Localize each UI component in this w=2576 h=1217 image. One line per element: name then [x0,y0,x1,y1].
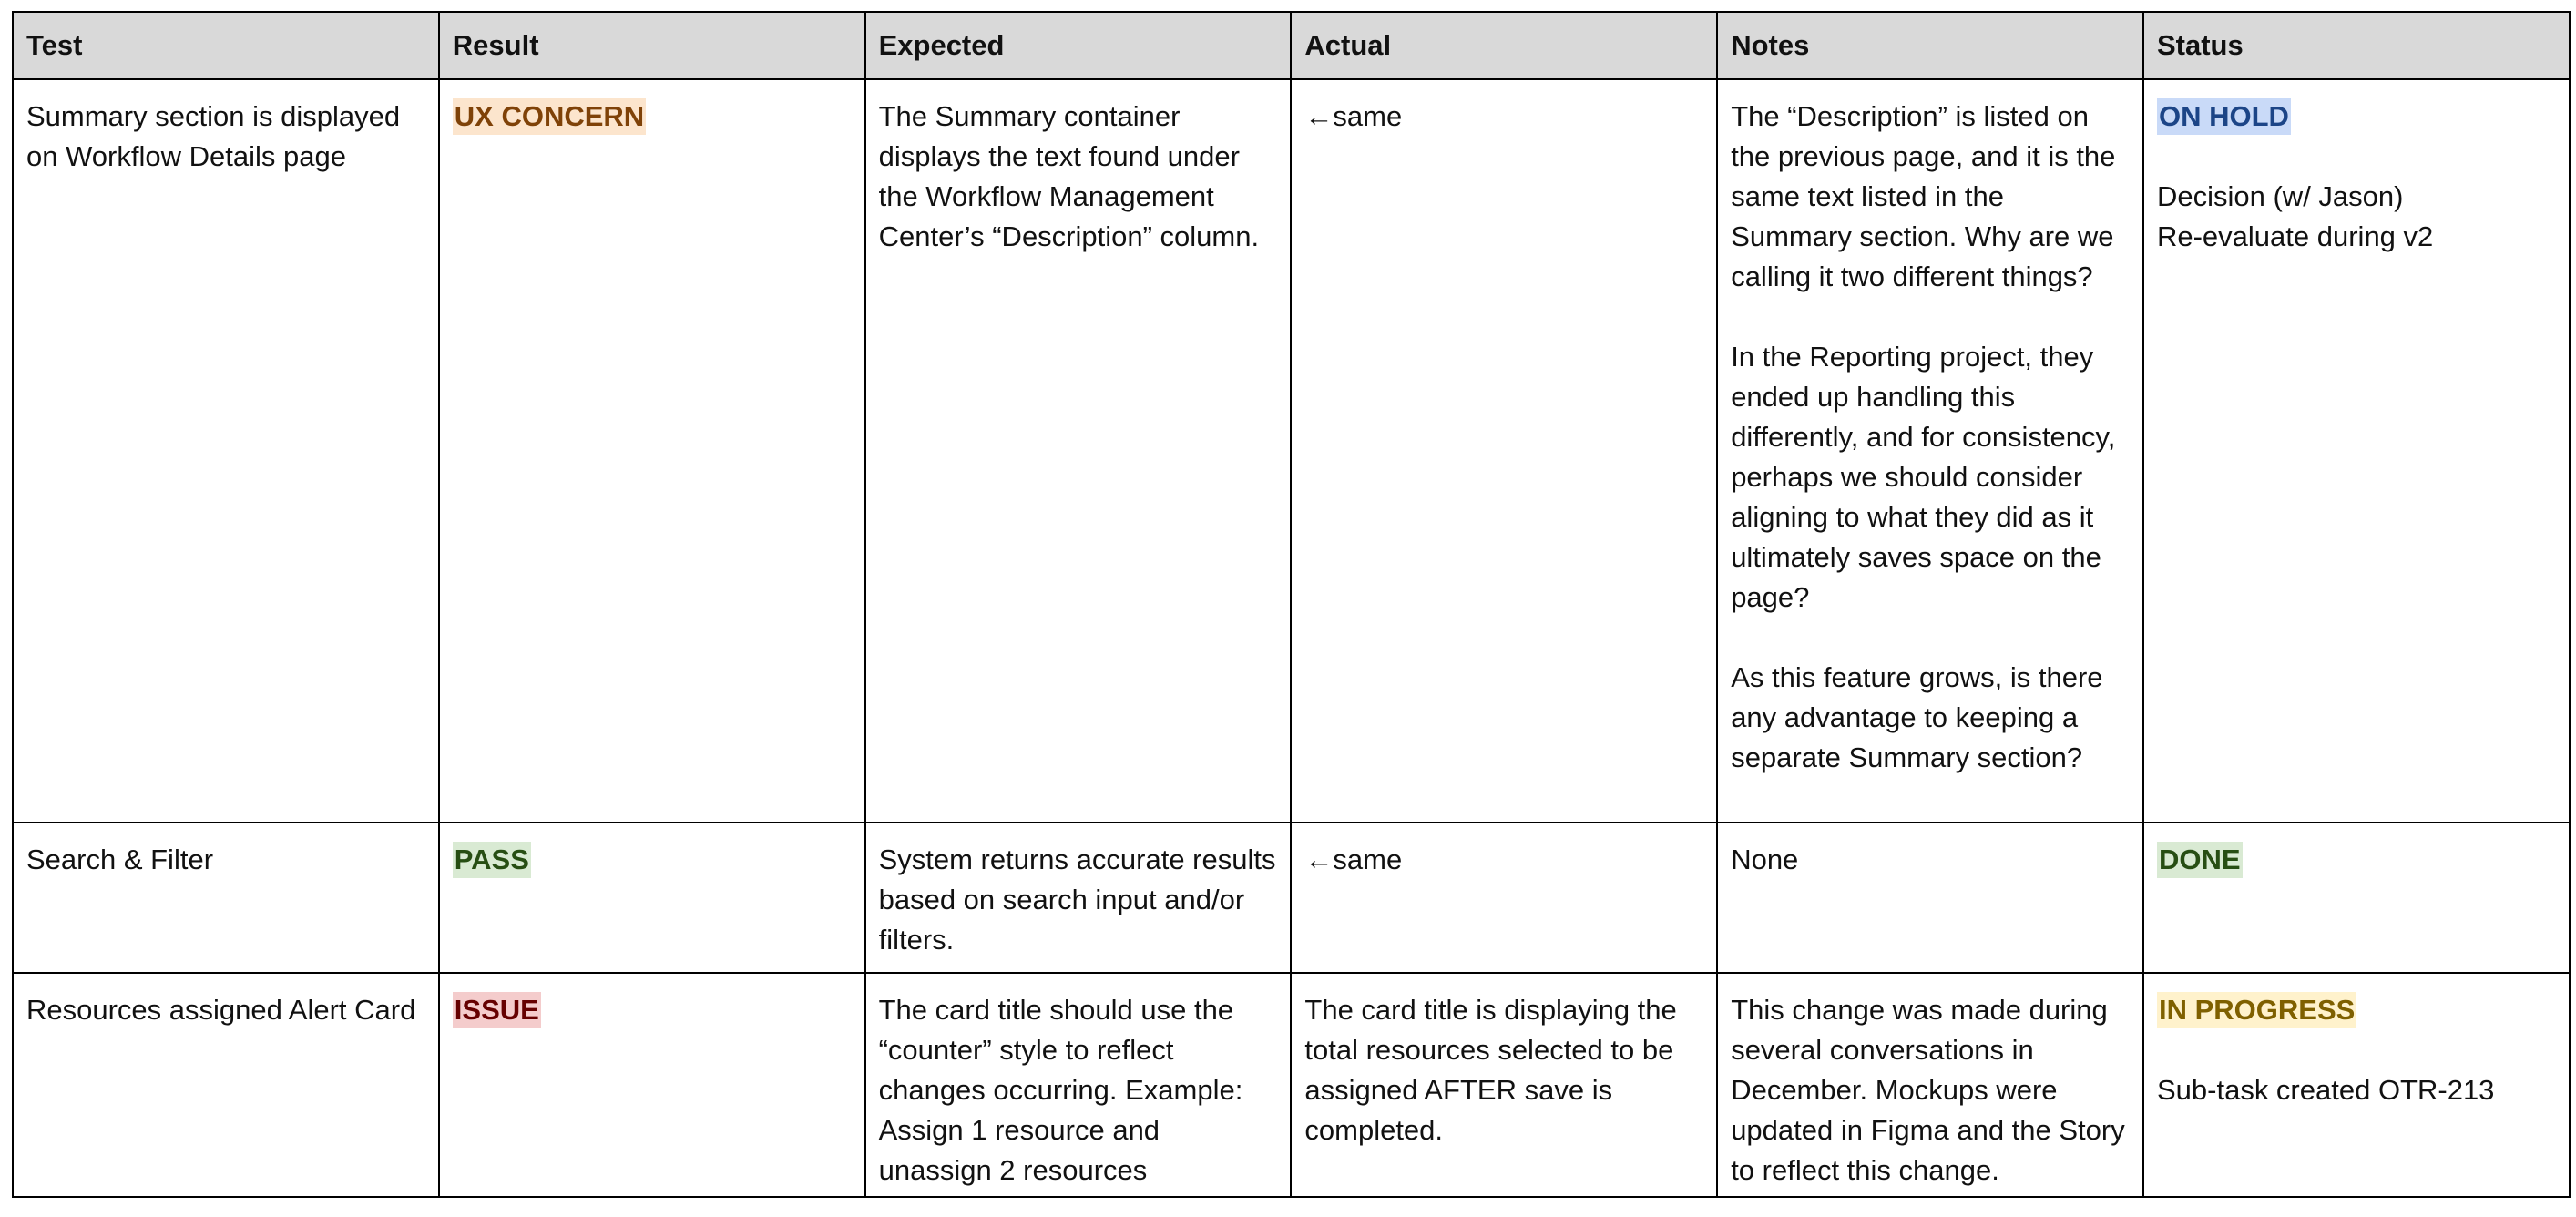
actual-text: ←same [1304,844,1403,875]
actual-cell[interactable] [1291,823,1717,973]
expected-cell[interactable] [865,79,1292,823]
test-results-table [12,11,2571,1198]
column-header-status[interactable]: Status [2143,12,2570,79]
table-row [13,79,2570,823]
notes-cell[interactable] [1717,973,2143,1197]
result-badge-pass: PASS [453,842,531,878]
column-header-notes[interactable]: Notes [1717,12,2143,79]
column-header-actual[interactable]: Actual [1291,12,1717,79]
notes-paragraph: The “Description” is listed on the previous page, and it is the same text listed in the Summary section. Why are we calling it two different things? [1731,100,2116,292]
status-cell[interactable] [2143,823,2570,973]
header-row [13,12,2570,79]
actual-text: The card title is displaying the total resources selected to be assigned AFTER save is completed. [1304,994,1677,1146]
actual-text: ←same [1304,100,1403,132]
result-cell[interactable] [439,823,865,973]
notes-text: None [1731,844,1799,875]
status-cell[interactable] [2143,79,2570,823]
status-note: Decision (w/ Jason) [2156,180,2404,212]
notes-paragraph: As this feature grows, is there any advantage to keeping a separate Summary section? [1731,661,2103,773]
status-spacer [2157,137,2556,177]
expected-text: The Summary container displays the text found under the Workflow Management Center’s “Description” column. [878,100,1260,252]
result-badge-ux-concern: UX CONCERN [453,98,646,135]
status-cell[interactable] [2143,973,2570,1197]
status-badge-on-hold: ON HOLD [2157,98,2291,135]
column-header-test[interactable]: Test [13,12,439,79]
column-header-expected[interactable]: Expected [865,12,1292,79]
notes-cell[interactable] [1717,79,2143,823]
test-text: Summary section is displayed on Workflow Details page [26,100,401,172]
expected-text: System returns accurate results based on search input and/or filters. [878,844,1276,956]
status-spacer [2157,1030,2556,1070]
test-text: Search & Filter [26,844,214,875]
expected-cell[interactable] [865,823,1292,973]
table-row [13,823,2570,973]
expected-cell[interactable] [865,973,1292,1197]
result-cell[interactable] [439,973,865,1197]
result-badge-issue: ISSUE [453,992,541,1028]
status-note: Sub-task created OTR-213 [2156,1074,2495,1106]
test-cell[interactable] [13,823,439,973]
notes-text: This change was made during several conversations in December. Mockups were updated in Figma and the Story to reflect this change. [1731,994,2125,1186]
notes-paragraph: In the Reporting project, they ended up handling this differently, and for consistency, perhaps we should consider aligning to what they did as it ultimately saves space on the page? [1731,341,2116,613]
test-cell[interactable] [13,973,439,1197]
actual-cell[interactable] [1291,973,1717,1197]
notes-cell[interactable] [1717,823,2143,973]
test-text: Resources assigned Alert Card [26,994,416,1026]
test-cell[interactable] [13,79,439,823]
expected-text: The card title should use the “counter” style to reflect changes occurring. Example: Assign 1 resource and unassign 2 resources [878,994,1243,1186]
table-row [13,973,2570,1197]
status-badge-in-progress: IN PROGRESS [2157,992,2356,1028]
column-header-result[interactable]: Result [439,12,865,79]
status-badge-done: DONE [2157,842,2243,878]
result-cell[interactable] [439,79,865,823]
actual-cell[interactable] [1291,79,1717,823]
status-note: Re-evaluate during v2 [2156,220,2434,252]
test-results-sheet [12,11,2569,1198]
